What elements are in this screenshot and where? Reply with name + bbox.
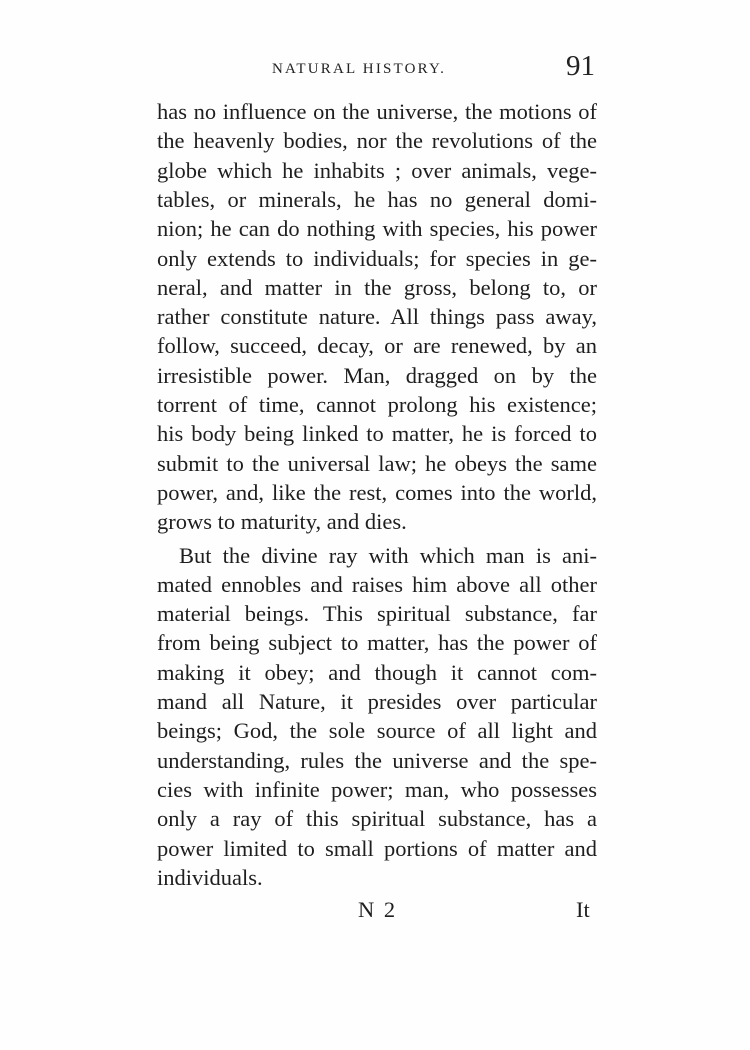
text-line: globe which he inhabits ; over animals, vege- bbox=[157, 157, 597, 183]
text-line: power, and, like the rest, comes into the world, bbox=[157, 479, 597, 505]
text-line: tables, or minerals, he has no general domi- bbox=[157, 186, 597, 212]
catchword: It bbox=[576, 897, 590, 922]
text-line: understanding, rules the universe and the spe- bbox=[157, 747, 597, 773]
text-line: has no influence on the universe, the motions of bbox=[157, 99, 597, 124]
running-title: NATURAL HISTORY. bbox=[272, 61, 447, 77]
text-line: from being subject to matter, has the power of bbox=[157, 630, 597, 656]
text-line: only extends to individuals; for species in ge- bbox=[157, 245, 597, 271]
text-line: his body being linked to matter, he is forced to bbox=[157, 421, 597, 447]
text-line: power limited to small portions of matter and bbox=[157, 835, 597, 861]
text-line: submit to the universal law; he obeys the same bbox=[157, 450, 597, 476]
text-line: neral, and matter in the gross, belong to, or bbox=[157, 274, 597, 300]
text-line: the heavenly bodies, nor the revolutions of the bbox=[157, 128, 597, 154]
text-line: making it obey; and though it cannot com- bbox=[157, 659, 597, 685]
text-line: follow, succeed, decay, or are renewed, by an bbox=[157, 333, 597, 359]
text-line: mand all Nature, it presides over particular bbox=[157, 689, 597, 714]
text-line: grows to maturity, and dies. bbox=[157, 509, 407, 535]
text-line: beings; God, the sole source of all light and bbox=[157, 718, 597, 744]
text-line: nion; he can do nothing with species, his power bbox=[157, 216, 597, 242]
signature-mark: N 2 bbox=[358, 897, 398, 922]
text-line: torrent of time, cannot prolong his existence; bbox=[157, 392, 597, 417]
text-line: only a ray of this spiritual substance, has a bbox=[157, 806, 597, 832]
paragraph-first-line: But the divine ray with which man is ani- bbox=[179, 542, 597, 568]
text-line: cies with infinite power; man, who possesses bbox=[157, 776, 597, 802]
text-line: mated ennobles and raises him above all other bbox=[157, 571, 597, 597]
text-line: rather constitute nature. All things pass away, bbox=[157, 304, 597, 330]
text-line: material beings. This spiritual substance, far bbox=[157, 601, 597, 627]
text-line: individuals. bbox=[157, 864, 263, 890]
page-number: 91 bbox=[566, 50, 595, 82]
text-line: irresistible power. Man, dragged on by the bbox=[157, 362, 597, 388]
